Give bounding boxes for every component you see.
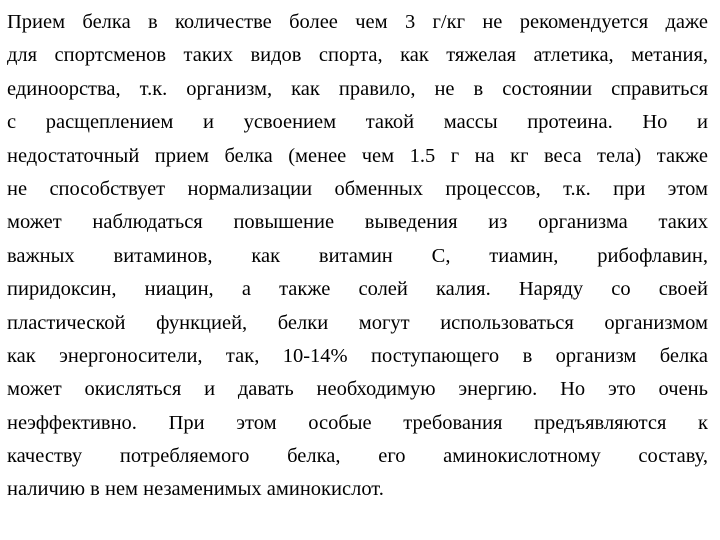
text-line-1: Прием белка в количестве более чем 3 г/кг не рекомендуется даже: [7, 11, 708, 33]
text-line-6: не способствует нормализации обменных процессов, т.к. при этом: [7, 177, 708, 200]
text-line-15: наличию в нем незаменимых аминокислот.: [7, 478, 384, 501]
text-line-2: для спортсменов таких видов спорта, как тяжелая атлетика, метания,: [7, 44, 708, 67]
text-line-9: пиридоксин, ниацин, а также солей калия. Наряду со своей: [7, 278, 708, 301]
text-line-7: может наблюдаться повышение выведения из организма таких: [7, 211, 708, 234]
text-line-4: с расщеплением и усвоением такой массы протеина. Но и: [7, 111, 708, 134]
text-line-3: единоорства, т.к. организм, как правило, не в состоянии справиться: [7, 77, 708, 100]
body-paragraph: [7, 6, 708, 507]
text-line-10: пластической функцией, белки могут использоваться организмом: [7, 311, 708, 334]
text-line-12: может окисляться и давать необходимую энергию. Но это очень: [7, 378, 708, 401]
text-line-8: важных витаминов, как витамин С, тиамин, рибофлавин,: [7, 244, 708, 267]
text-line-14: качеству потребляемого белка, его аминокислотному составу,: [7, 445, 708, 468]
text-line-5: недостаточный прием белка (менее чем 1.5 г на кг веса тела) также: [7, 144, 708, 167]
text-line-13: неэффективно. При этом особые требования предъявляются к: [7, 411, 708, 434]
text-line-11: как энергоносители, так, 10-14% поступающего в организм белка: [7, 344, 708, 367]
